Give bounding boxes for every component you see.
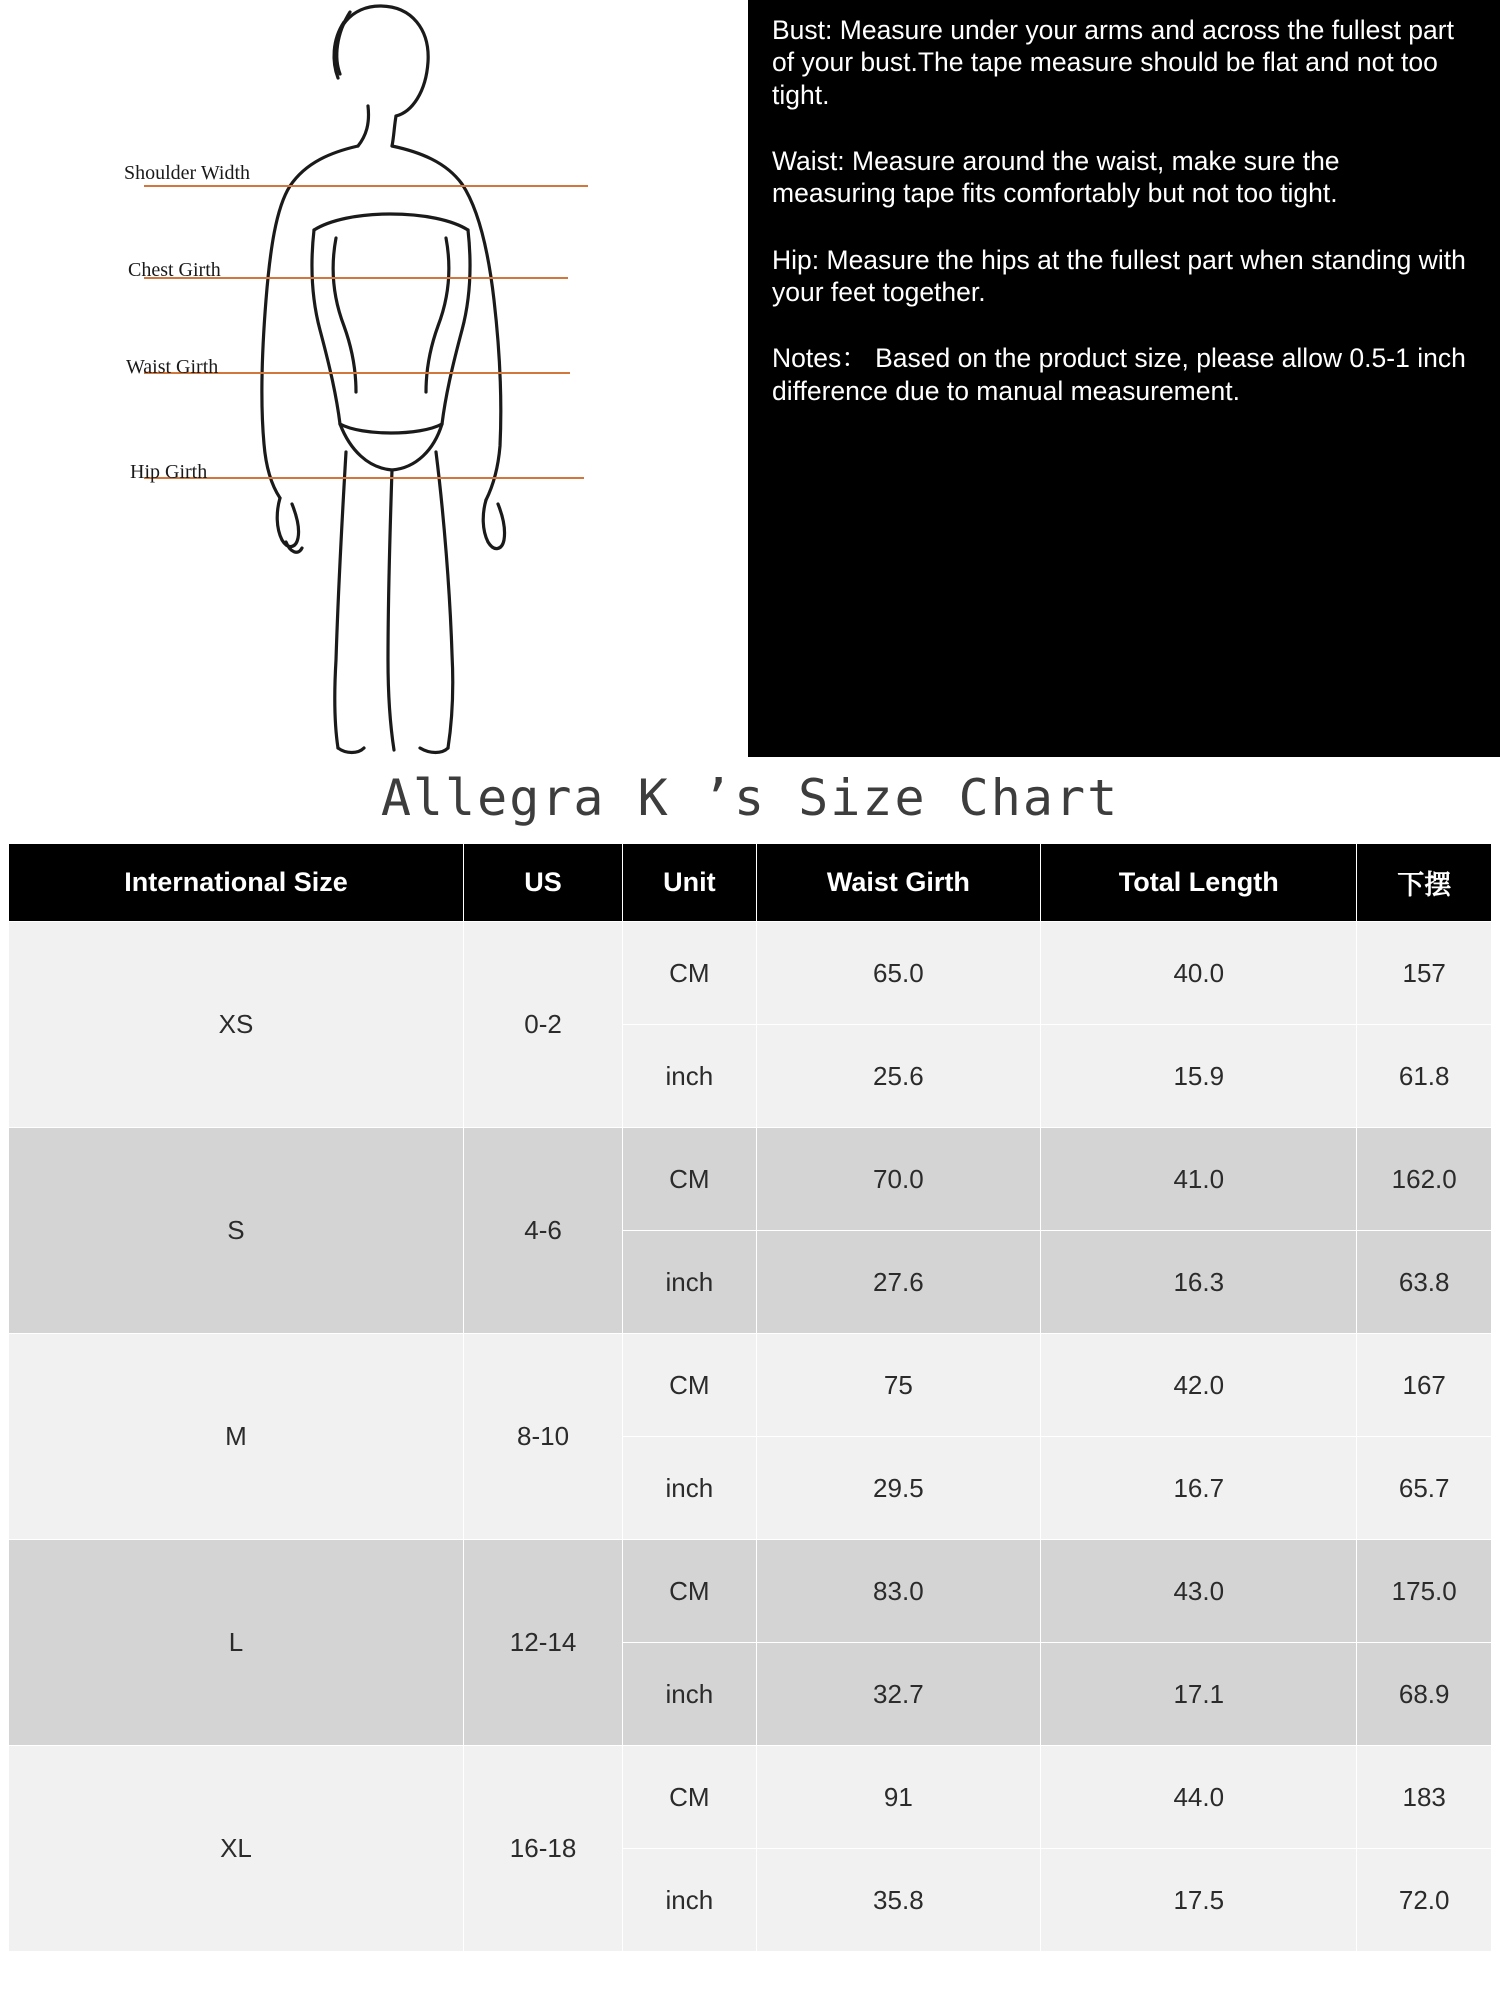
table-row — [9, 922, 1492, 1025]
cell-total-length: 41.0 — [1041, 1128, 1357, 1231]
cell-intl-size: XS — [9, 922, 464, 1128]
cell-waist-girth: 29.5 — [756, 1437, 1040, 1540]
table-row — [9, 1334, 1492, 1437]
size-table-wrapper — [0, 843, 1500, 1952]
cell-unit: CM — [623, 1540, 757, 1643]
cell-unit: inch — [623, 1643, 757, 1746]
cell-total-length: 17.5 — [1041, 1849, 1357, 1952]
cell-unit: inch — [623, 1849, 757, 1952]
cell-unit: CM — [623, 1334, 757, 1437]
header-hem: 下摆 — [1357, 844, 1492, 922]
cell-total-length: 16.3 — [1041, 1231, 1357, 1334]
cell-waist-girth: 25.6 — [756, 1025, 1040, 1128]
instructions-panel — [748, 0, 1500, 757]
cell-unit: CM — [623, 922, 757, 1025]
instruction-waist: Waist: Measure around the waist, make sure the measuring tape fits comfortably but not too tight. — [772, 145, 1340, 209]
instruction-bust: Bust: Measure under your arms and across the fullest part of your bust.The tape measure should be flat and not too tight. — [772, 15, 1454, 110]
cell-waist-girth: 65.0 — [756, 922, 1040, 1025]
label-hip-girth: Hip Girth — [130, 461, 208, 483]
cell-unit: inch — [623, 1231, 757, 1334]
table-row — [9, 1128, 1492, 1231]
cell-waist-girth: 35.8 — [756, 1849, 1040, 1952]
cell-us-size: 0-2 — [463, 922, 622, 1128]
cell-waist-girth: 32.7 — [756, 1643, 1040, 1746]
header-waist-girth: Waist Girth — [756, 844, 1040, 922]
cell-hem: 63.8 — [1357, 1231, 1492, 1334]
table-header — [9, 844, 1492, 922]
cell-unit: CM — [623, 1746, 757, 1849]
cell-total-length: 15.9 — [1041, 1025, 1357, 1128]
label-shoulder-width: Shoulder Width — [124, 162, 251, 184]
cell-hem: 183 — [1357, 1746, 1492, 1849]
cell-hem: 167 — [1357, 1334, 1492, 1437]
label-waist-girth: Waist Girth — [126, 356, 219, 378]
cell-hem: 162.0 — [1357, 1128, 1492, 1231]
cell-us-size: 8-10 — [463, 1334, 622, 1540]
cell-intl-size: M — [9, 1334, 464, 1540]
cell-total-length: 17.1 — [1041, 1643, 1357, 1746]
cell-waist-girth: 27.6 — [756, 1231, 1040, 1334]
cell-total-length: 43.0 — [1041, 1540, 1357, 1643]
cell-intl-size: XL — [9, 1746, 464, 1952]
cell-us-size: 4-6 — [463, 1128, 622, 1334]
cell-hem: 65.7 — [1357, 1437, 1492, 1540]
cell-waist-girth: 83.0 — [756, 1540, 1040, 1643]
cell-hem: 157 — [1357, 922, 1492, 1025]
cell-hem: 68.9 — [1357, 1643, 1492, 1746]
cell-waist-girth: 75 — [756, 1334, 1040, 1437]
header-total-length: Total Length — [1041, 844, 1357, 922]
page-title: Allegra K ’s Size Chart — [380, 769, 1120, 827]
table-header-row — [9, 844, 1492, 922]
cell-total-length: 42.0 — [1041, 1334, 1357, 1437]
cell-hem: 175.0 — [1357, 1540, 1492, 1643]
header-unit: Unit — [623, 844, 757, 922]
table-row — [9, 1540, 1492, 1643]
label-chest-girth: Chest Girth — [128, 259, 221, 281]
cell-hem: 61.8 — [1357, 1025, 1492, 1128]
cell-waist-girth: 70.0 — [756, 1128, 1040, 1231]
instruction-notes: Notes： Based on the product size, please allow 0.5-1 inch difference due to manual measurement. — [772, 343, 1466, 406]
cell-us-size: 12-14 — [463, 1540, 622, 1746]
cell-waist-girth: 91 — [756, 1746, 1040, 1849]
measure-guide-lines — [0, 0, 748, 757]
cell-us-size: 16-18 — [463, 1746, 622, 1952]
cell-hem: 72.0 — [1357, 1849, 1492, 1952]
top-section — [0, 0, 1500, 757]
cell-intl-size: L — [9, 1540, 464, 1746]
header-us: US — [463, 844, 622, 922]
cell-total-length: 40.0 — [1041, 922, 1357, 1025]
cell-unit: inch — [623, 1025, 757, 1128]
cell-total-length: 44.0 — [1041, 1746, 1357, 1849]
cell-unit: inch — [623, 1437, 757, 1540]
cell-unit: CM — [623, 1128, 757, 1231]
cell-intl-size: S — [9, 1128, 464, 1334]
header-international-size: International Size — [9, 844, 464, 922]
size-chart-table — [8, 843, 1492, 1952]
table-body — [9, 922, 1492, 1952]
figure-panel — [0, 0, 748, 757]
instruction-hip: Hip: Measure the hips at the fullest part when standing with your feet together. — [772, 244, 1466, 307]
cell-total-length: 16.7 — [1041, 1437, 1357, 1540]
table-row — [9, 1746, 1492, 1849]
